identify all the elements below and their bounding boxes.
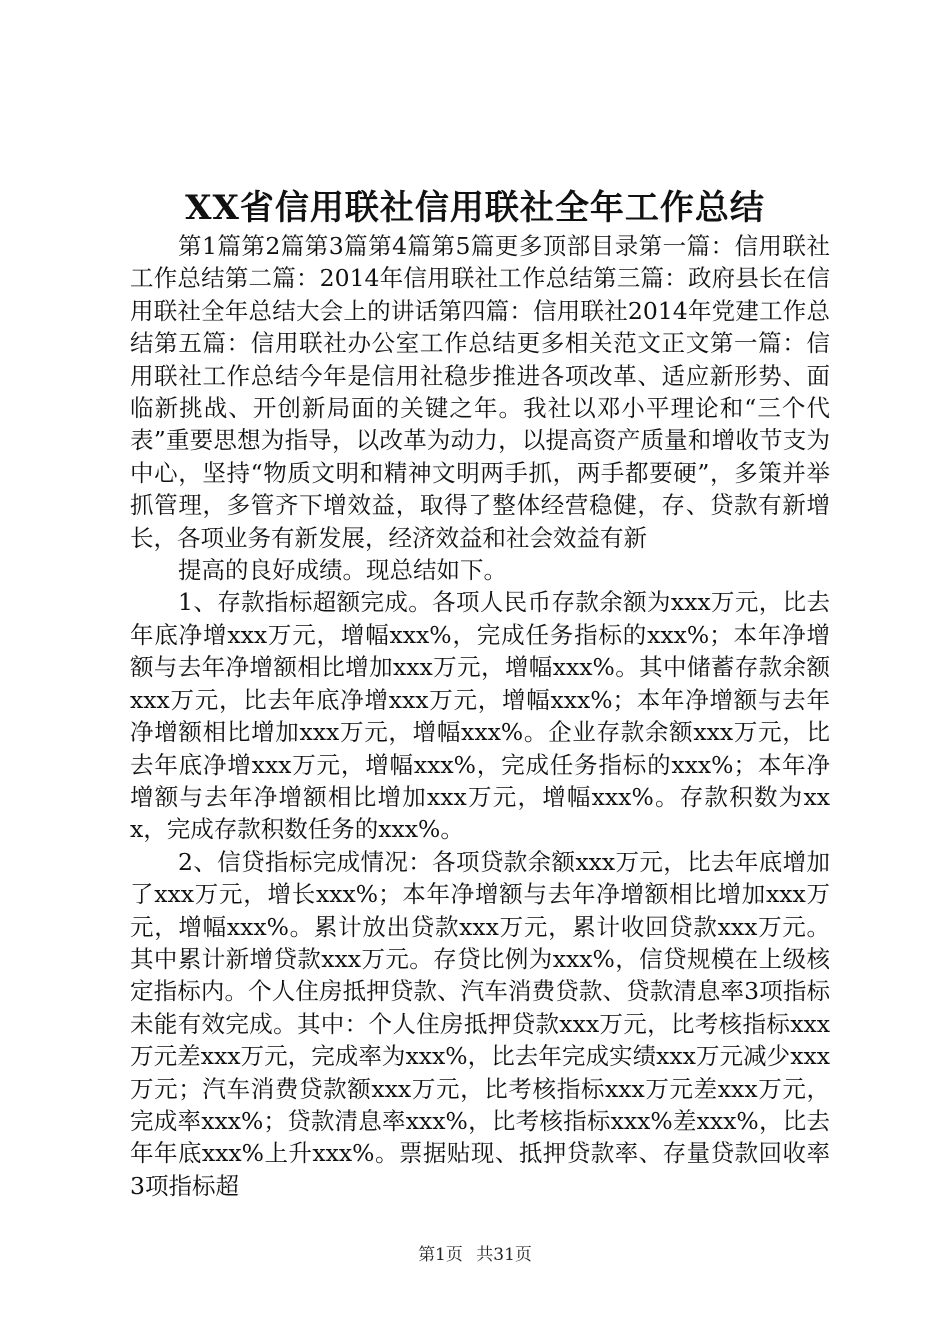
page-number: 第1页	[418, 1245, 463, 1265]
page-total: 共31页	[476, 1245, 532, 1265]
paragraph-intro-continued: 提高的良好成绩。现总结如下。	[178, 556, 507, 585]
document-title: XX省信用联社信用联社全年工作总结	[185, 188, 765, 228]
paragraph-credit: 2、信贷指标完成情况：各项贷款余额xxx万元，比去年底增加了xxx万元，增长xxx%；本年净增额与去年净增额相比增加xxx万元，增幅xxx%。累计放出贷款xxx万元，累计收回贷款xxx万元。其中累计新增贷款xxx万元。存贷比例为xxx%，信贷规模在上级核定指标内。个人住房抵押贷款、汽车消费贷款、贷款清息率3项指标未能有效完成。其中：个人住房抵押贷款xxx万元，比考核指标xxx万元差xxx万元，完成率为xxx%，比去年完成实绩xxx万元减少xxx万元；汽车消费贷款额xxx万元，比考核指标xxx万元差xxx万元，完成率xxx%；贷款清息率xxx%，比考核指标xxx%差xxx%，比去年年底xxx%上升xxx%。票据贴现、抵押贷款率、存量贷款回收率3项指标超	[130, 847, 830, 1200]
page-footer	[0, 1244, 950, 1266]
document-body	[130, 230, 830, 1202]
paragraph-deposit: 1、存款指标超额完成。各项人民币存款余额为xxx万元，比去年底净增xxx万元，增幅xxx%，完成任务指标的xxx%；本年净增额与去年净增额相比增加xxx万元，增幅xxx%。其中储蓄存款余额xxx万元，比去年底净增xxx万元，增幅xxx%；本年净增额与去年净增额相比增加xxx万元，增幅xxx%。企业存款余额xxx万元，比去年底净增xxx万元，增幅xxx%，完成任务指标的xxx%；本年净增额与去年净增额相比增加xxx万元，增幅xxx%。存款积数为xxx，完成存款积数任务的xxx%。	[130, 588, 830, 844]
paragraph-intro: 第1篇第2篇第3篇第4篇第5篇更多顶部目录第一篇：信用联社工作总结第二篇：2014年信用联社工作总结第三篇：政府县长在信用联社全年总结大会上的讲话第四篇：信用联社2014年党建工作总结第五篇：信用联社办公室工作总结更多相关范文正文第一篇：信用联社工作总结今年是信用社稳步推进各项改革、适应新形势、面临新挑战、开创新局面的关键之年。我社以邓小平理论和“三个代表”重要思想为指导，以改革为动力，以提高资产质量和增收节支为中心，坚持“物质文明和精神文明两手抓，两手都要硬”，多策并举抓管理，多管齐下增效益，取得了整体经营稳健，存、贷款有新增长，各项业务有新发展，经济效益和社会效益有新	[130, 232, 830, 552]
